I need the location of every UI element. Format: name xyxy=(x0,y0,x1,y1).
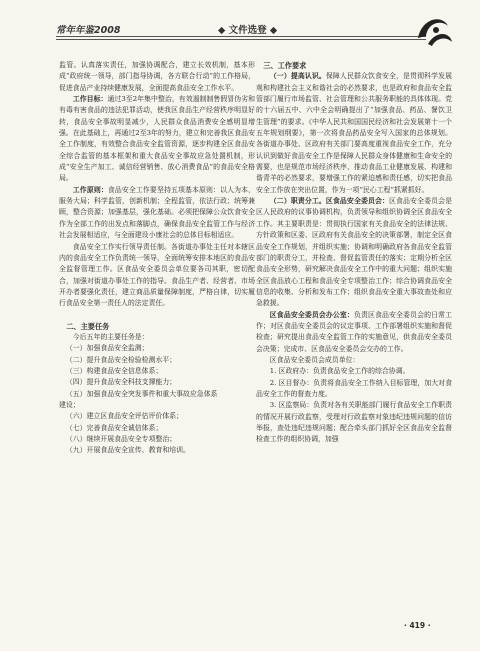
yearbook-title: 常年年鉴2008 xyxy=(56,25,121,36)
paragraph-lead: 区食品安全委员会办公室： xyxy=(269,310,354,319)
task-list-item xyxy=(59,355,255,366)
body-paragraph xyxy=(256,196,452,309)
task-list-item xyxy=(59,343,255,354)
task-list-item xyxy=(59,411,255,422)
left-column xyxy=(59,60,255,457)
paragraph-text: （七）完善食品安全诚信体系； xyxy=(65,423,163,432)
paragraph-text: （三）构建食品安全信息体系； xyxy=(65,366,163,375)
right-column xyxy=(256,60,452,446)
paragraph-text: （五）加强食品安全突发事件和重大事故应急体系 xyxy=(65,389,218,398)
page-number: · 419 · xyxy=(404,621,431,630)
task-list-item xyxy=(59,434,255,445)
yearbook-logo-icon xyxy=(412,8,456,52)
paragraph-text: 建设； xyxy=(59,400,80,409)
paragraph-lead: 工作原则： xyxy=(72,185,108,194)
paragraph-text: 2. 区目督办：负责将食品安全工作纳入目标管理，加大对食品安全工作的督查力度。 xyxy=(256,378,452,398)
page-header xyxy=(0,0,480,58)
paragraph-text: （一）加强食品安全监测； xyxy=(65,344,149,353)
paragraph-lead: （二）职责分工。区食品安全委员会： xyxy=(269,197,390,206)
paragraph-text: （四）提升食品安全科技支撑能力； xyxy=(65,378,177,387)
body-paragraph xyxy=(256,378,452,401)
paragraph-lead: （一）提高认识。 xyxy=(269,72,326,81)
body-paragraph xyxy=(256,355,452,366)
section-heading: 二、主要任务 xyxy=(66,321,110,331)
task-list-item xyxy=(59,366,255,377)
paragraph-text: （八）继续开展食品安全专项整治； xyxy=(65,435,177,443)
paragraph-lead: 工作目标： xyxy=(72,95,108,104)
section-title: ◆ 文件选登 ◆ xyxy=(218,25,278,36)
paragraph-text: 1. 区政府办：负责食品安全工作的综合协调。 xyxy=(269,367,410,376)
body-paragraph xyxy=(59,185,255,242)
body-paragraph xyxy=(59,60,255,94)
task-list-item xyxy=(59,445,255,456)
paragraph-text: 区食品安全委员会成员单位： xyxy=(269,355,360,364)
body-paragraph xyxy=(256,366,452,377)
paragraph-text: 监管。认真落实责任，加强协调配合，建立长效机制，基本形成“政府统一领导，部门指导协调，各方联合行动”的工作格局，促进食品产业持续健康发展，全面提高食品安全工作水平。 xyxy=(59,61,255,92)
paragraph-text: 区食品安全委员会是区人民政府的议事协调机构，负责领导和组织协调全区食品安全工作。其主要职责是：贯彻执行国家有关食品安全的法律法规、方针政策和区委、区政府有关食品安全的决策部署，制定全区食品安全工作规划，并组织实施；协调和明确政府各食品安全监管部门的职责分工，并检查、督促监管责任的落实；定期分析全区食品安全形势，研究解决食品安全工作中的重大问题；组织实施全区食品放心工程和食品安全专项整治工作；综合协调食品安全信息的收集、分析和发布工作；组织食品安全重大事故查处和应急救援。 xyxy=(256,197,453,308)
paragraph-text: 负责区食品安全委员会的日常工作；对区食品安全委员会的议定事项、工作部署组织实施和督促检查；研究提出食品安全监管工作的实施意见，供食品安全委员会决策；完成市、区食品安全委员会交办的工作。 xyxy=(256,310,453,353)
header-rule-thin xyxy=(56,39,426,40)
body-paragraph xyxy=(59,332,255,343)
paragraph-text: 食品安全工作要坚持五项基本原则：以人为本，服务大局；科学监管，创新机制；全程监管，依法行政；统筹兼顾，整合资源；加强基层，强化基础。必须把保障公众饮食安全作为全部工作的出发点和落脚点，确保食品安全监管工作与经济社会发展相适应，与全面建设小康社会的总体目标相适应。 xyxy=(59,185,255,240)
task-list-item xyxy=(59,377,255,388)
paragraph-text: 食品安全工作实行领导责任制。各街道办事处主任对本辖区内的食品安全工作负责统一领导，全面统筹安排本地区的食品安全监督管理工作。区食品安全委员会单位要各司其职，密切配合，加强对街道办事处工作的指导。食品生产者、经营者、市场开办者要强化责任，建立商品质量保障制度，严格自律，切实履行食品安全第一责任人的法定责任。 xyxy=(59,242,255,308)
paragraph-text: （二）提升食品安全检验检测水平； xyxy=(65,355,177,364)
task-list-item xyxy=(59,400,255,411)
body-paragraph xyxy=(256,71,452,196)
paragraph-gap xyxy=(59,310,255,321)
paragraph-text: 通过3至2年集中整治，有效遏制制售假冒伪劣和有毒有害食品的违法犯罪活动，使我区食品生产经营秩序明显好转，食品安全事故明显减少，人民群众食品消费安全感明显增强。在此基础上，再通过2至3年的努力，建立和完善我区食品安全工作制度，有效整合食品安全监管资源，逐步构建全区食品安全综合监管的基本框架和重大食品安全事故应急处置机制，形成“安全生产加工、诚信经营销售、放心消费食品”的食品安全格局。 xyxy=(59,95,255,183)
paragraph-text: 今后五年的主要任务是： xyxy=(72,332,149,341)
body-paragraph xyxy=(59,94,255,185)
body-paragraph xyxy=(59,242,255,310)
paragraph-text: （九）开展食品安全宣传、教育和培训。 xyxy=(65,446,190,455)
header-rule xyxy=(56,36,426,37)
paragraph-text: 3. 区监察局：负责对各有关职能部门履行食品安全工作职责的情况开展行政监察，受理对行政监察对象违纪违规问题的信访举报，查处违纪违规问题；配合牵头部门抓好全区食品安全监督检查工作的组织协调，加强 xyxy=(256,401,452,444)
body-paragraph xyxy=(256,400,452,445)
task-list-item xyxy=(59,389,255,400)
section-heading: 三、工作要求 xyxy=(263,61,307,70)
paragraph-text: （六）建立区食品安全评估评价体系； xyxy=(65,412,184,421)
task-list-item xyxy=(59,423,255,434)
paragraph-text: 保障人民群众饮食安全，是贯彻科学发展观和构建社会主义和谐社会的必然要求，也是政府和食品安全监管部门履行市场监管、社会管理和公共服务职能的具体体现。党的十六届五中、六中全会明确提出了“加强食品、药品、餐饮卫生管理”的要求。《中华人民共和国国民经济和社会发展第十一个五年规划纲要》，第一次将食品药品安全写入国家的总体规划。各街道办事处、区政府有关部门要高度重视食品安全工作，充分认识到做好食品安全工作是保障人民群众身体健康和生命安全的需要，也是规范市场经济秩序、推动食品工业健康发展、构建和谐青羊的必然要求，要增强工作的紧迫感和责任感，切实把食品安全工作放在突出位置，作为一项“民心工程”抓紧抓好。 xyxy=(256,72,453,194)
body-paragraph xyxy=(256,310,452,355)
